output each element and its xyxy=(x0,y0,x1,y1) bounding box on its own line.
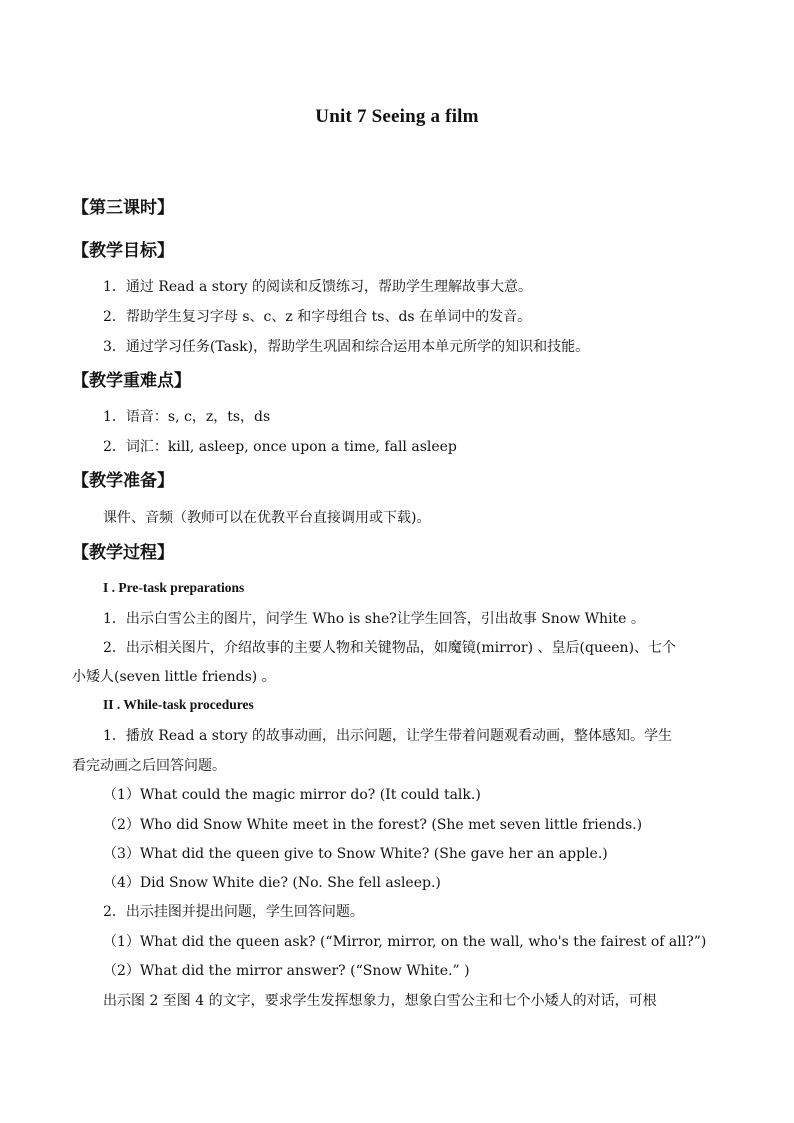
wall-question-1: （1）What did the queen ask? (“Mirror, mirror, on the wall, who's the fairest of all?”) xyxy=(103,934,707,950)
question-3: （3）What did the queen give to Snow White? (She gave her an apple.) xyxy=(103,846,608,862)
dialogue-instruction: 出示图 2 至图 4 的文字，要求学生发挥想象力，想象白雪公主和七个小矮人的对话，可根 xyxy=(103,993,657,1009)
goals-heading: 【教学目标】 xyxy=(72,241,174,261)
process-heading: 【教学过程】 xyxy=(72,543,174,563)
goal-item-3: 3．通过学习任务(Task)，帮助学生巩固和综合运用本单元所学的知识和技能。 xyxy=(103,339,590,355)
goal-item-2: 2．帮助学生复习字母 s、c、z 和字母组合 ts、ds 在单词中的发音。 xyxy=(103,309,532,325)
lesson-heading: 【第三课时】 xyxy=(72,198,174,218)
while-task-item-1: 1．播放 Read a story 的故事动画，出示问题，让学生带着问题观看动画，整体感知。学生 xyxy=(103,728,673,744)
keypoint-item-1: 1．语音：s, c，z，ts，ds xyxy=(103,409,271,425)
keypoints-heading: 【教学重难点】 xyxy=(72,371,191,391)
page-title: Unit 7 Seeing a film xyxy=(315,106,479,127)
pre-task-item-2-cont: 小矮人(seven little friends) 。 xyxy=(72,669,276,685)
goal-item-1: 1．通过 Read a story 的阅读和反馈练习，帮助学生理解故事大意。 xyxy=(103,279,533,295)
question-1: （1）What could the magic mirror do? (It could talk.) xyxy=(103,787,481,803)
prep-heading: 【教学准备】 xyxy=(72,471,174,491)
prep-text: 课件、音频（教师可以在优教平台直接调用或下载)。 xyxy=(103,510,431,526)
keypoint-item-2: 2．词汇：kill, asleep, once upon a time, fall asleep xyxy=(103,439,457,455)
while-task-title: II . While-task procedures xyxy=(103,697,254,712)
pre-task-title: I . Pre-task preparations xyxy=(103,580,245,595)
while-task-item-2: 2．出示挂图并提出问题，学生回答问题。 xyxy=(103,904,364,920)
question-2: （2）Who did Snow White meet in the forest? (She met seven little friends.) xyxy=(103,817,643,833)
pre-task-item-2: 2．出示相关图片，介绍故事的主要人物和关键物品，如魔镜(mirror) 、皇后(queen)、七个 xyxy=(103,640,677,656)
pre-task-item-1: 1．出示白雪公主的图片，问学生 Who is she?让学生回答，引出故事 Snow White 。 xyxy=(103,611,645,627)
question-4: （4）Did Snow White die? (No. She fell asleep.) xyxy=(103,875,441,891)
while-task-item-1-cont: 看完动画之后回答问题。 xyxy=(72,758,226,774)
wall-question-2: （2）What did the mirror answer? (“Snow White.” ) xyxy=(103,963,470,979)
